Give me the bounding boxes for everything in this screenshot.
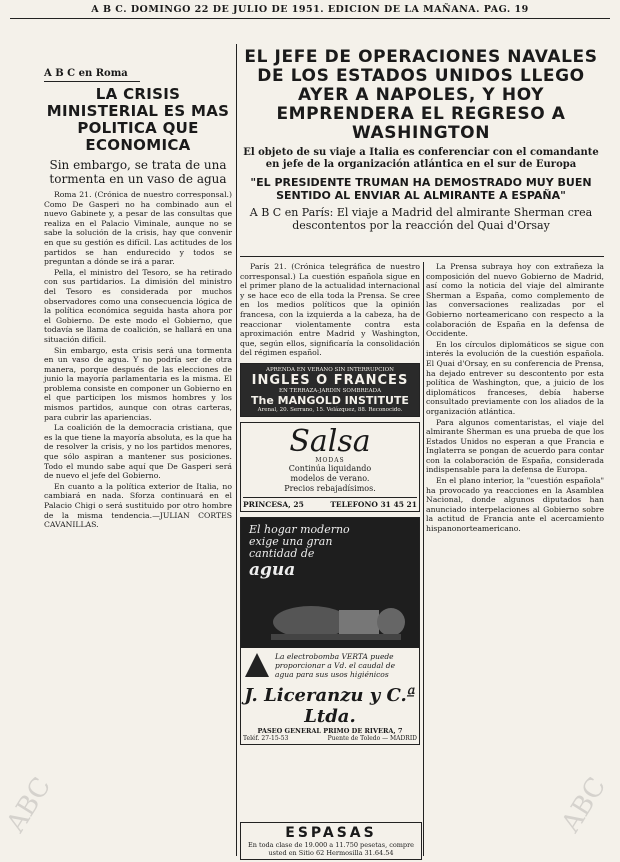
page-header: A B C. DOMINGO 22 DE JULIO DE 1951. EDICION DE LA MAÑANA. PAG. 19 [91, 4, 529, 15]
paragraph: Roma 21. (Crónica de nuestro corresponsal.) Como De Gasperi no ha combinado aun el nuevo Gabinete y, a pesar de las consultas que realiza en el Palacio Viminale, aunque no se sabe la solución de la crisis, hay que convenir en que su gestión es difícil. Las actitudes de los partidos se han endurecido y todos se preguntan a dónde se irá a parar. [44, 190, 232, 267]
column-rule-right [423, 262, 424, 856]
header-rule [10, 18, 610, 19]
article-body-paris [240, 262, 420, 358]
ad-text: El hogar moderno [249, 522, 350, 536]
right-column [426, 262, 604, 535]
ad-brand: ESPASAS [285, 825, 377, 841]
ad-text: MODAS [315, 456, 345, 464]
paragraph: Sin embargo, esta crisis será una tormenta en un vaso de agua. Y no podría ser de otra manera, porque después de las elecciones de junio la mayoría parlamentaria es la misma. El problema consiste en componer un Gobierno en el que participen los mismos hombres y los mismos partidos, aunque con otras carteras, para cubrir las apariencias. [44, 345, 232, 422]
paragraph: París 21. (Crónica telegráfica de nuestro corresponsal.) La cuestión española sigue en el primer plano de la actualidad internacional y se hace eco de ella toda la Prensa. Se cree en los medios políticos que la opinión francesa, con la izquierda a la cabeza, ha de reaccionar violentamente contra esta aproximación entre Madrid y Washington, que, según ellos, significaría la consolidación del régimen español. [240, 262, 420, 358]
ad-text: Continúa liquidando [288, 463, 372, 473]
ad-salsa [240, 422, 420, 512]
ad-text: exige una gran [249, 534, 333, 548]
ad-text: EN TERRAZA-JARDIN SOMBREADA [278, 387, 382, 394]
headline-main: EL JEFE DE OPERACIONES NAVALES DE LOS ESTADOS UNIDOS LLEGO AYER A NAPOLES, Y HOY EMPRENDERA EL REGRESO A WASHINGTON [244, 47, 598, 143]
ad-brand: Salsa [289, 423, 371, 459]
left-column [44, 68, 232, 531]
article-body-right [426, 262, 604, 534]
section-label: A B C en Roma [44, 68, 140, 82]
ad-text: APRENDA EN VERANO SIN INTERRUPCION [265, 366, 394, 373]
watermark-right: ABC [555, 772, 613, 838]
subheadline-main: El objeto de su viaje a Italia es conferenciar con el comandante en jefe de la organización atlántica en el sur de Europa [243, 147, 599, 170]
paragraph: Pella, el ministro del Tesoro, se ha retirado con sus partidarios. La dimisión del ministro del Tesoro es considerada por muchos observadores como una consecuencia lógica de la política económica seguida hasta ahora por el Gobierno. De este modo el Gobierno, que todavía se llama de coalición, se hallará en una situación difícil. [44, 267, 232, 344]
middle-column [240, 262, 420, 745]
ad-address: PASEO GENERAL PRIMO DE RIVERA, 7 [257, 726, 403, 735]
ad-address: PRINCESA, 25 [243, 499, 304, 509]
ad-phone: Teléf. 27-15-53 [243, 734, 289, 742]
ad-text: Precios rebajadísimos. [284, 483, 376, 493]
ad-brand: The MANGOLD INSTITUTE [251, 393, 409, 407]
ad-mangold [240, 363, 420, 417]
verta-logo-icon [245, 653, 269, 677]
quote-headline: "EL PRESIDENTE TRUMAN HA DEMOSTRADO MUY BUEN SENTIDO AL ENVIAR AL ALMIRANTE A ESPAÑA" [250, 176, 592, 202]
ad-brand: J. Liceranzu y C.ª Ltda. [244, 684, 416, 727]
ad-address: Arenal, 20. Serrano, 15. Velázquez, 88. Reconocido. [257, 406, 403, 413]
ad-text: modelos de verano. [290, 473, 370, 483]
headline-crisis: LA CRISIS MINISTERIAL ES MAS POLITICA QUE ECONOMICA [46, 85, 230, 154]
ad-phone: TELEFONO 31 45 21 [330, 499, 417, 509]
ad-text: La electrobomba VERTA puede proporcionar a Vd. el caudal de agua para sus usos higiénicos [275, 651, 396, 679]
ad-text: agua [249, 559, 296, 580]
paragraph: La Prensa subraya hoy con extrañeza la composición del nuevo Gobierno de Madrid, así como la noticia del viaje del almirante Sherman a España, como complemento de las conversaciones realizadas por el Gobierno norteamericano con respecto a la colaboración de España en la defensa de Occidente. [426, 262, 604, 339]
paragraph: La coalición de la democracia cristiana, que es la que tiene la mayoría absoluta, es la que ha de resolver la crisis, y no los partidos menores, que sólo aspiran a mantener sus posiciones. Todo el mundo sabe aquí que De Gasperi será de nuevo el jefe del Gobierno. [44, 423, 232, 481]
headline-rule [240, 256, 604, 257]
ad-espasas [240, 822, 422, 860]
paragraph: En el plano interior, la "cuestión española" ha provocado ya reacciones en la Asamblea Nacional, donde algunos diputados han anunciado interpelaciones al Gobierno sobre la actitud de Francia ante el acercamiento hispanonorteamericano. [426, 476, 604, 534]
article-body-roma [44, 190, 232, 530]
ad-text: En toda clase de 19.000 a 11.750 pesetas, compre usted en Sitio 62 Hermosilla 31.64.54 [247, 841, 415, 857]
subheadline-crisis: Sin embargo, se trata de una tormenta en un vaso de agua [49, 158, 227, 186]
electropump-image [251, 594, 411, 644]
ad-location: Puente de Toledo — MADRID [327, 734, 417, 742]
subheadline-paris: A B C en París: El viaje a Madrid del almirante Sherman crea descontentos por la reacción del Quai d'Orsay [249, 206, 593, 232]
paragraph: Para algunos comentaristas, el viaje del almirante Sherman es una prueba de que los Estados Unidos no esperan a que Francia e Inglaterra se pongan de acuerdo para contar con la colaboración de España, considerada indispensable para la defensa de Europa. [426, 417, 604, 475]
paragraph: En cuanto a la política exterior de Italia, no cambiará en nada. Sforza continuará en el Palacio Chigi o será sustituido por otro hombre de la misma tendencia.—JULIAN CORTES CAVANILLAS. [44, 481, 232, 530]
ad-title: INGLES O FRANCES [251, 372, 409, 388]
ad-text: cantidad de [249, 546, 315, 560]
main-headline-block [236, 48, 606, 232]
watermark-left: ABC [0, 772, 58, 838]
paragraph: En los círculos diplomáticos se sigue con interés la evolución de la cuestión española. El Quai d'Orsay, en su conferencia de Prensa, ha dejado entrever su descontento por esta política de Washington, que, a juicio de los diplomáticos franceses, debía haberse consultado previamente con los aliados de la organización atlántica. [426, 339, 604, 416]
ad-verta [240, 517, 420, 745]
